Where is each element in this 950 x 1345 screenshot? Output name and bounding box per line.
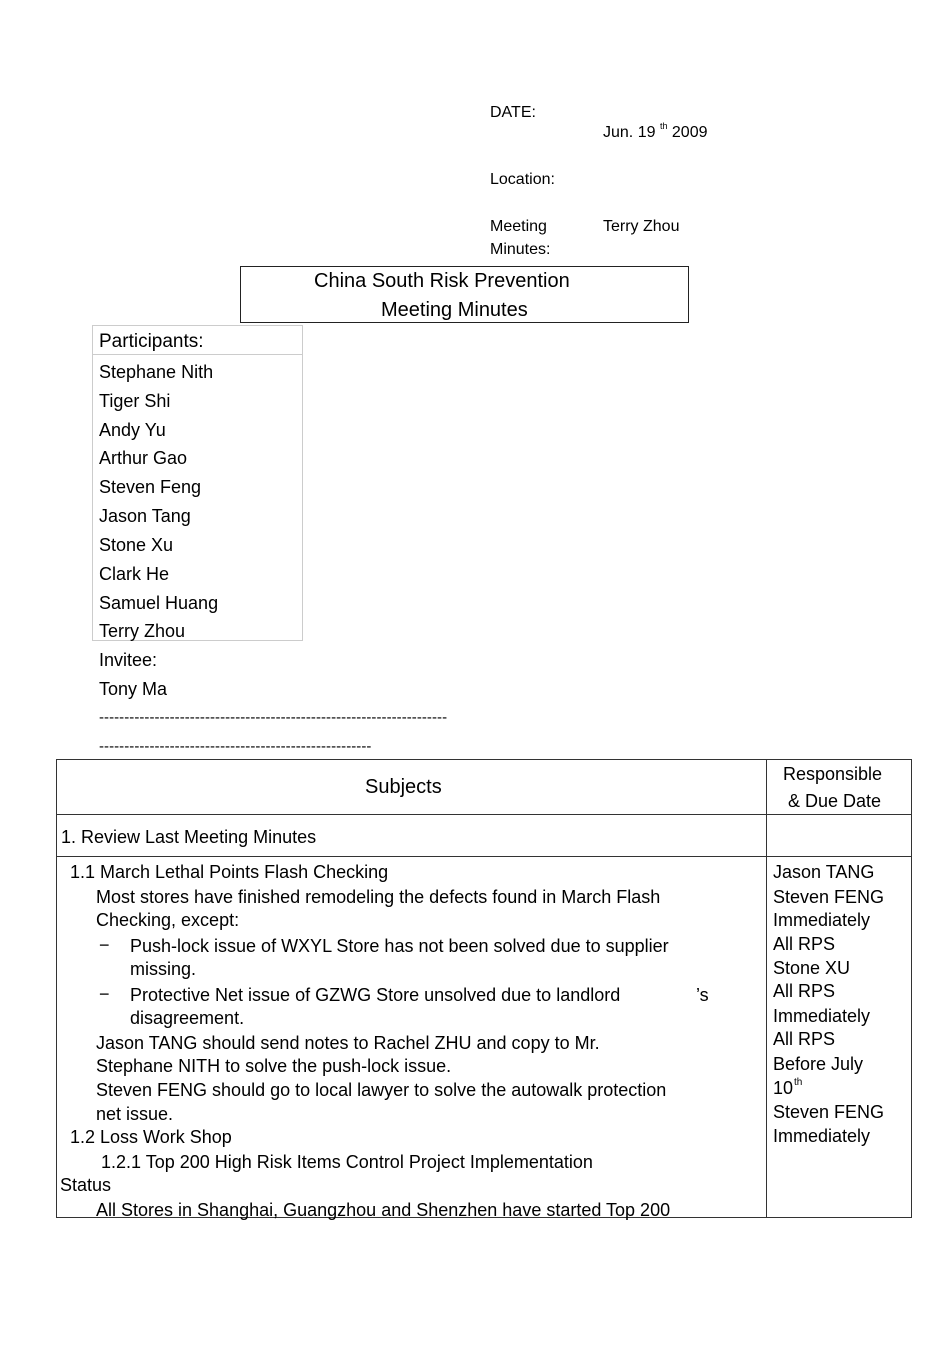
participant-name: Clark He: [99, 564, 170, 584]
body-line: Protective Net issue of GZWG Store unsolved due to landlord: [130, 985, 621, 1005]
body-line: Stephane NITH to solve the push-lock issue.: [96, 1056, 452, 1076]
title-line2: Meeting Minutes: [381, 299, 528, 321]
date-ordinal-suffix: th: [659, 121, 668, 131]
body-line: disagreement.: [130, 1008, 245, 1028]
subsection-title: 1.2 Loss Work Shop: [70, 1127, 232, 1147]
body-line: 1.2.1 Top 200 High Risk Items Control Project Implementation: [101, 1152, 593, 1172]
date-day: Jun. 19: [603, 124, 656, 141]
participant-name: Samuel Huang: [99, 593, 219, 613]
participant-name: Steven Feng: [99, 477, 202, 497]
responsible-line: All RPS: [773, 1029, 836, 1049]
location-label: Location:: [490, 171, 555, 188]
table-column-divider: [766, 759, 767, 1218]
body-line: Push-lock issue of WXYL Store has not been solved due to supplier: [130, 936, 669, 956]
body-line: net issue.: [96, 1104, 174, 1124]
participant-name: Stone Xu: [99, 535, 174, 555]
header-subjects: Subjects: [365, 776, 442, 798]
responsible-line: Immediately: [773, 910, 871, 930]
minutes-label-line1: Meeting: [490, 218, 547, 235]
participant-name: Tiger Shi: [99, 391, 171, 411]
section-1-title: 1. Review Last Meeting Minutes: [61, 827, 317, 847]
table-section-divider: [56, 856, 912, 857]
responsible-line: All RPS: [773, 981, 836, 1001]
participant-name: Terry Zhou: [99, 621, 186, 641]
date-value: [603, 121, 708, 142]
table-header-divider: [56, 814, 912, 815]
title-box: [240, 266, 689, 323]
body-line: Jason TANG should send notes to Rachel ZHU and copy to Mr.: [96, 1033, 600, 1053]
body-line: missing.: [130, 959, 197, 979]
responsible-line: Stone XU: [773, 958, 851, 978]
responsible-line: Steven FENG: [773, 1102, 885, 1122]
responsible-line: [773, 1078, 802, 1099]
responsible-line: All RPS: [773, 934, 836, 954]
participant-name: Jason Tang: [99, 506, 191, 526]
responsible-line: Steven FENG: [773, 887, 885, 907]
body-line: All Stores in Shanghai, Guangzhou and Shenzhen have started Top 200: [96, 1200, 671, 1220]
header-responsible-line1: Responsible: [783, 764, 883, 784]
date-year: 2009: [671, 124, 708, 141]
separator-line-1: ---------------------------------------------------------------------: [99, 709, 448, 726]
responsible-line: Immediately: [773, 1126, 871, 1146]
participants-label: Participants:: [99, 331, 204, 352]
minutes-taker: Terry Zhou: [603, 218, 680, 235]
responsible-line: Before July: [773, 1054, 864, 1074]
body-line: Steven FENG should go to local lawyer to solve the autowalk protection: [96, 1080, 667, 1100]
participant-name: Stephane Nith: [99, 362, 214, 382]
invitee-name: Tony Ma: [99, 679, 168, 699]
participants-header-divider: [92, 354, 303, 355]
participant-name: Arthur Gao: [99, 448, 188, 468]
body-line: Status: [60, 1175, 112, 1195]
invitee-label: Invitee:: [99, 650, 158, 670]
responsible-line: Immediately: [773, 1006, 871, 1026]
title-line1: China South Risk Prevention: [314, 270, 570, 292]
subsection-title: 1.1 March Lethal Points Flash Checking: [70, 862, 389, 882]
bullet-dash: −: [99, 935, 110, 955]
body-line-possessive: ’s: [696, 985, 709, 1005]
body-line: Checking, except:: [96, 910, 240, 930]
due-day-suffix: th: [794, 1077, 803, 1088]
participant-name: Andy Yu: [99, 420, 166, 440]
responsible-line: Jason TANG: [773, 862, 875, 882]
body-line: Most stores have finished remodeling the defects found in March Flash: [96, 887, 661, 907]
date-label: DATE:: [490, 104, 536, 121]
minutes-label-line2: Minutes:: [490, 241, 551, 258]
bullet-dash: −: [99, 984, 110, 1004]
header-responsible-line2: & Due Date: [788, 791, 882, 811]
due-day: 10: [773, 1078, 794, 1098]
separator-line-2: ------------------------------------------------------: [99, 738, 372, 755]
